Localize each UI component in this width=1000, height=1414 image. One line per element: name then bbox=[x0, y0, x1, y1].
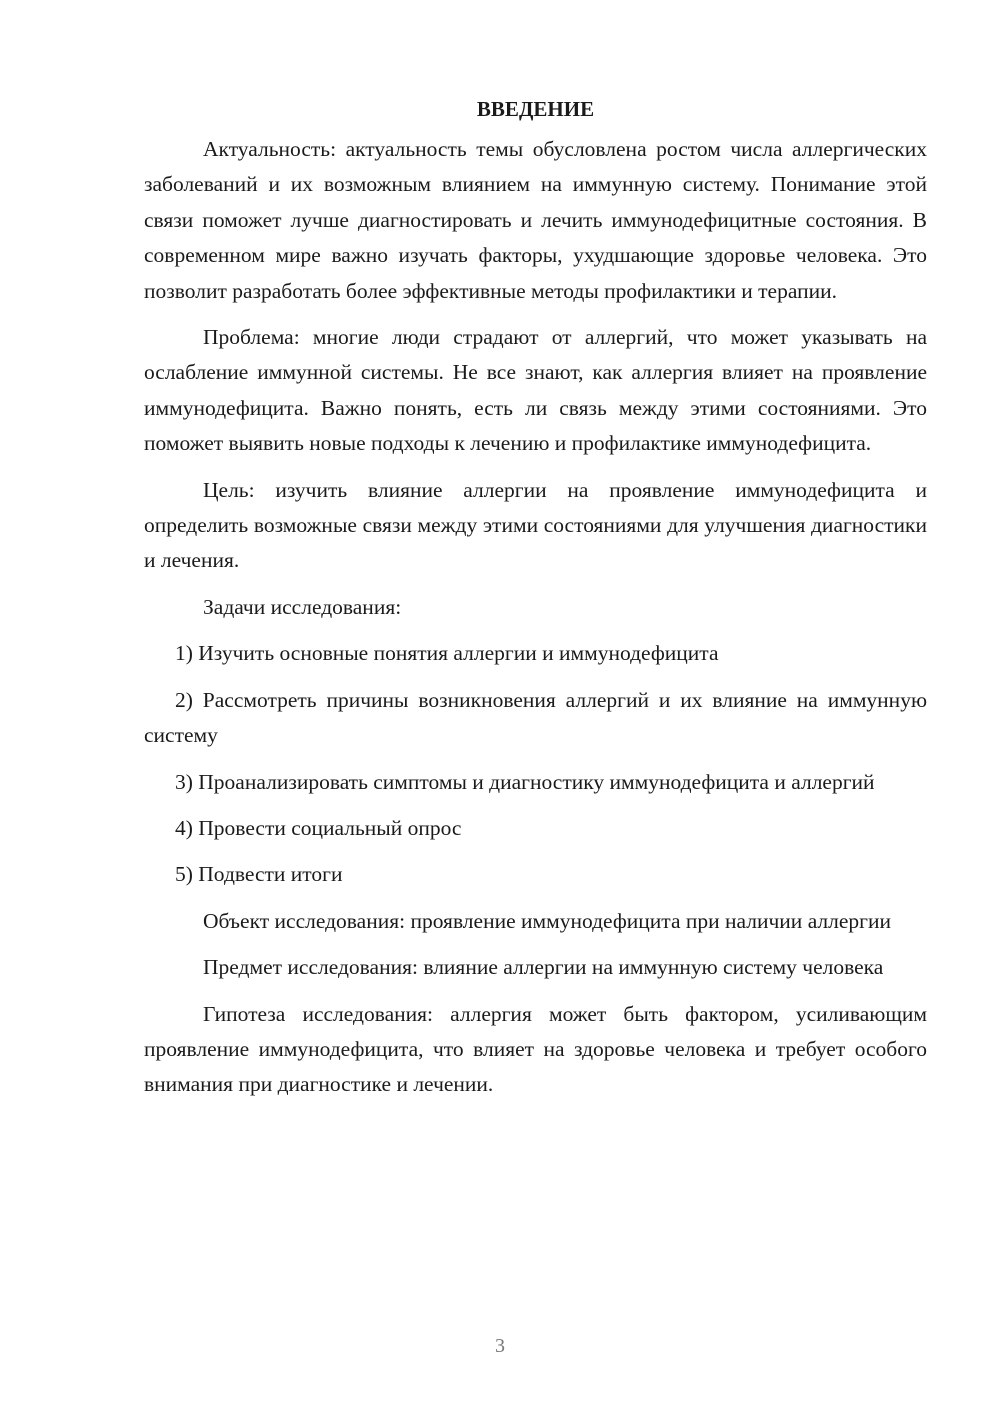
task-item-5: 5) Подвести итоги bbox=[175, 862, 343, 887]
paragraph-problem: Проблема: многие люди страдают от аллергий, что может указывать на ослабление иммунной системы. Не все знают, как аллергия влияет на проявление иммунодефицита. Важно понять, есть ли связь между этими состояниями. Это поможет выявить новые подходы к лечению и профилактике иммунодефицита. bbox=[144, 325, 927, 456]
paragraph-subject: Предмет исследования: влияние аллергии на иммунную систему человека bbox=[203, 955, 884, 980]
task-item-3: 3) Проанализировать симптомы и диагностику иммунодефицита и аллергий bbox=[175, 769, 875, 794]
page-number: 3 bbox=[495, 1335, 505, 1357]
paragraph-hypothesis: Гипотеза исследования: аллергия может быть фактором, усиливающим проявление иммунодефицита, что влияет на здоровье человека и требует особого внимания при диагностике и лечении. bbox=[144, 1001, 927, 1097]
task-item-1: 1) Изучить основные понятия аллергии и иммунодефицита bbox=[175, 641, 719, 666]
page-content bbox=[144, 94, 927, 1103]
paragraph-relevance: Актуальность: актуальность темы обусловлена ростом числа аллергических заболеваний и их возможным влиянием на иммунную систему. Понимание этой связи поможет лучше диагностировать и лечить иммунодефицитные состояния. В современном мире важно изучать факторы, ухудшающие здоровье человека. Это позволит разработать более эффективные методы профилактики и терапии. bbox=[144, 137, 927, 303]
task-item-2: 2) Рассмотреть причины возникновения аллергий и их влияние на иммунную систему bbox=[144, 687, 927, 748]
page-title: ВВЕДЕНИЕ bbox=[476, 97, 595, 121]
paragraph-tasks-heading: Задачи исследования: bbox=[203, 594, 402, 619]
paragraph-object: Объект исследования: проявление иммунодефицита при наличии аллергии bbox=[203, 908, 891, 933]
paragraph-goal: Цель: изучить влияние аллергии на проявление иммунодефицита и определить возможные связи между этими состояниями для улучшения диагностики и лечения. bbox=[144, 477, 927, 573]
task-item-4: 4) Провести социальный опрос bbox=[175, 815, 462, 840]
